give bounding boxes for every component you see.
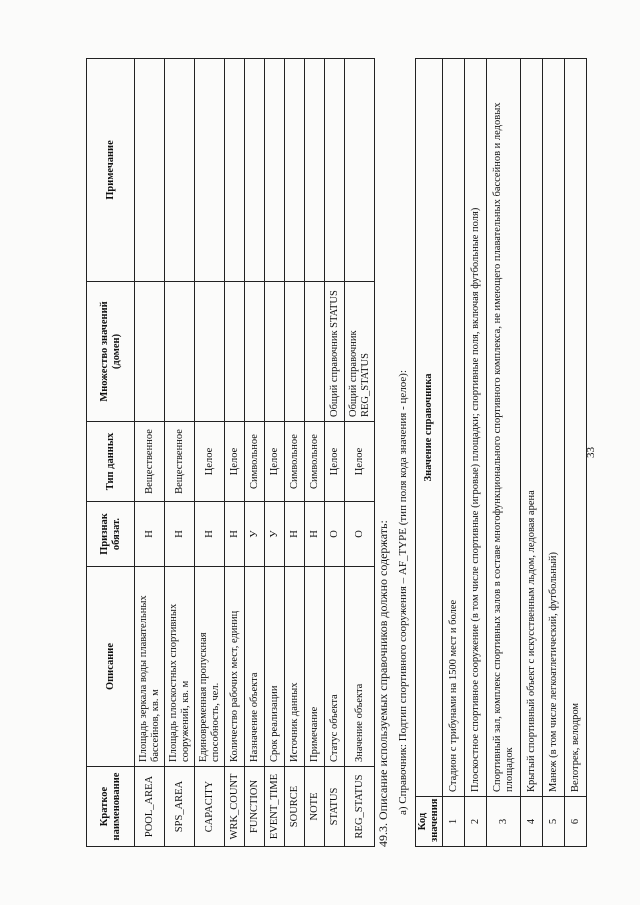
cell: SOURCE bbox=[285, 767, 305, 847]
cell: О bbox=[345, 502, 375, 567]
cell: Общий справочник REG_STATUS bbox=[345, 282, 375, 422]
cell: Единовременная пропускная способность, чел. bbox=[195, 567, 225, 767]
cell: REG_STATUS bbox=[345, 767, 375, 847]
cell: Площадь зеркала воды плавательных бассейнов, кв. м bbox=[135, 567, 165, 767]
cell: Символьное bbox=[305, 422, 325, 502]
header-domain: Множество значений (домен) bbox=[87, 282, 135, 422]
cell: Стадион с трибунами на 1500 мест и более bbox=[443, 59, 465, 797]
cell bbox=[195, 282, 225, 422]
header-description: Описание bbox=[87, 567, 135, 767]
cell: Статус объекта bbox=[325, 567, 345, 767]
header-value: Значение справочника bbox=[416, 59, 443, 797]
cell: STATUS bbox=[325, 767, 345, 847]
cell: EVENT_TIME bbox=[265, 767, 285, 847]
cell: У bbox=[245, 502, 265, 567]
cell: Символьное bbox=[245, 422, 265, 502]
cell bbox=[265, 59, 285, 282]
table-row bbox=[245, 59, 265, 847]
cell: Количество рабочих мест, единиц bbox=[225, 567, 245, 767]
cell bbox=[225, 282, 245, 422]
table-header-row bbox=[416, 59, 443, 847]
cell: Плоскостное спортивное сооружение (в том числе спортивные (игровые) площадки; спортивные поля, включая футбольные поля) bbox=[465, 59, 487, 797]
cell bbox=[325, 59, 345, 282]
cell bbox=[285, 282, 305, 422]
cell: WRK_COUNT bbox=[225, 767, 245, 847]
cell bbox=[225, 59, 245, 282]
cell: Значение объекта bbox=[345, 567, 375, 767]
cell: 1 bbox=[443, 797, 465, 847]
table-row bbox=[265, 59, 285, 847]
table-row bbox=[487, 59, 521, 847]
cell: О bbox=[325, 502, 345, 567]
table-row bbox=[135, 59, 165, 847]
cell: POOL_AREA bbox=[135, 767, 165, 847]
table-row bbox=[565, 59, 587, 847]
cell: Н bbox=[165, 502, 195, 567]
table-row bbox=[195, 59, 225, 847]
dictionary-table bbox=[415, 58, 587, 847]
dictionary-caption: а) Справочник: Подтип спортивного сооружения – AF_TYPE (тип поля кода значения - целое): bbox=[397, 369, 409, 815]
cell bbox=[245, 282, 265, 422]
header-required: Признак обязат. bbox=[87, 502, 135, 567]
cell: Целое bbox=[345, 422, 375, 502]
table-row bbox=[285, 59, 305, 847]
cell bbox=[265, 282, 285, 422]
cell: 5 bbox=[543, 797, 565, 847]
cell: Н bbox=[285, 502, 305, 567]
cell bbox=[305, 59, 325, 282]
cell bbox=[135, 59, 165, 282]
table-row bbox=[305, 59, 325, 847]
cell bbox=[165, 282, 195, 422]
cell: NOTE bbox=[305, 767, 325, 847]
cell: Назначение объекта bbox=[245, 567, 265, 767]
cell: Площадь плоскостных спортивных сооружений, кв. м bbox=[165, 567, 195, 767]
table-row bbox=[225, 59, 245, 847]
cell bbox=[345, 59, 375, 282]
cell: Н bbox=[225, 502, 245, 567]
table-row bbox=[521, 59, 543, 847]
cell: Целое bbox=[325, 422, 345, 502]
section-heading: 49.3. Описание используемых справочников должно содержать: bbox=[376, 520, 390, 847]
cell: SPS_AREA bbox=[165, 767, 195, 847]
cell: Крытый спортивный объект с искусственным льдом, ледовая арена bbox=[521, 59, 543, 797]
attributes-table bbox=[86, 58, 375, 847]
cell: 6 bbox=[565, 797, 587, 847]
cell: 3 bbox=[487, 797, 521, 847]
table-row bbox=[443, 59, 465, 847]
cell bbox=[195, 59, 225, 282]
cell: Символьное bbox=[285, 422, 305, 502]
cell: Источник данных bbox=[285, 567, 305, 767]
cell bbox=[245, 59, 265, 282]
cell: Целое bbox=[195, 422, 225, 502]
cell: Н bbox=[135, 502, 165, 567]
cell: Целое bbox=[225, 422, 245, 502]
cell bbox=[135, 282, 165, 422]
table-row bbox=[465, 59, 487, 847]
cell bbox=[165, 59, 195, 282]
header-data-type: Тип данных bbox=[87, 422, 135, 502]
page-number: 33 bbox=[585, 447, 597, 458]
cell bbox=[305, 282, 325, 422]
cell: Общий справочник STATUS bbox=[325, 282, 345, 422]
cell: Манеж (в том числе легкоатлетический, футбольный) bbox=[543, 59, 565, 797]
cell: У bbox=[265, 502, 285, 567]
header-code: Код значения bbox=[416, 797, 443, 847]
cell: Велотрек, велодром bbox=[565, 59, 587, 797]
cell: Спортивный зал, комплекс спортивных залов в составе многофункционального спортивного комплекса, не имеющего плавательных бассейнов и ледовых площадок bbox=[487, 59, 521, 797]
cell: Срок реализации bbox=[265, 567, 285, 767]
cell: Н bbox=[305, 502, 325, 567]
cell: Вещественное bbox=[165, 422, 195, 502]
cell: 2 bbox=[465, 797, 487, 847]
cell: Н bbox=[195, 502, 225, 567]
cell bbox=[285, 59, 305, 282]
cell: Примечание bbox=[305, 567, 325, 767]
table-row bbox=[325, 59, 345, 847]
header-note: Примечание bbox=[87, 59, 135, 282]
table-row bbox=[543, 59, 565, 847]
cell: Целое bbox=[265, 422, 285, 502]
cell: 4 bbox=[521, 797, 543, 847]
table-header-row bbox=[87, 59, 135, 847]
cell: FUNCTION bbox=[245, 767, 265, 847]
table-row bbox=[165, 59, 195, 847]
cell: CAPACITY bbox=[195, 767, 225, 847]
table-row bbox=[345, 59, 375, 847]
cell: Вещественное bbox=[135, 422, 165, 502]
header-short-name: Краткое наименование bbox=[87, 767, 135, 847]
